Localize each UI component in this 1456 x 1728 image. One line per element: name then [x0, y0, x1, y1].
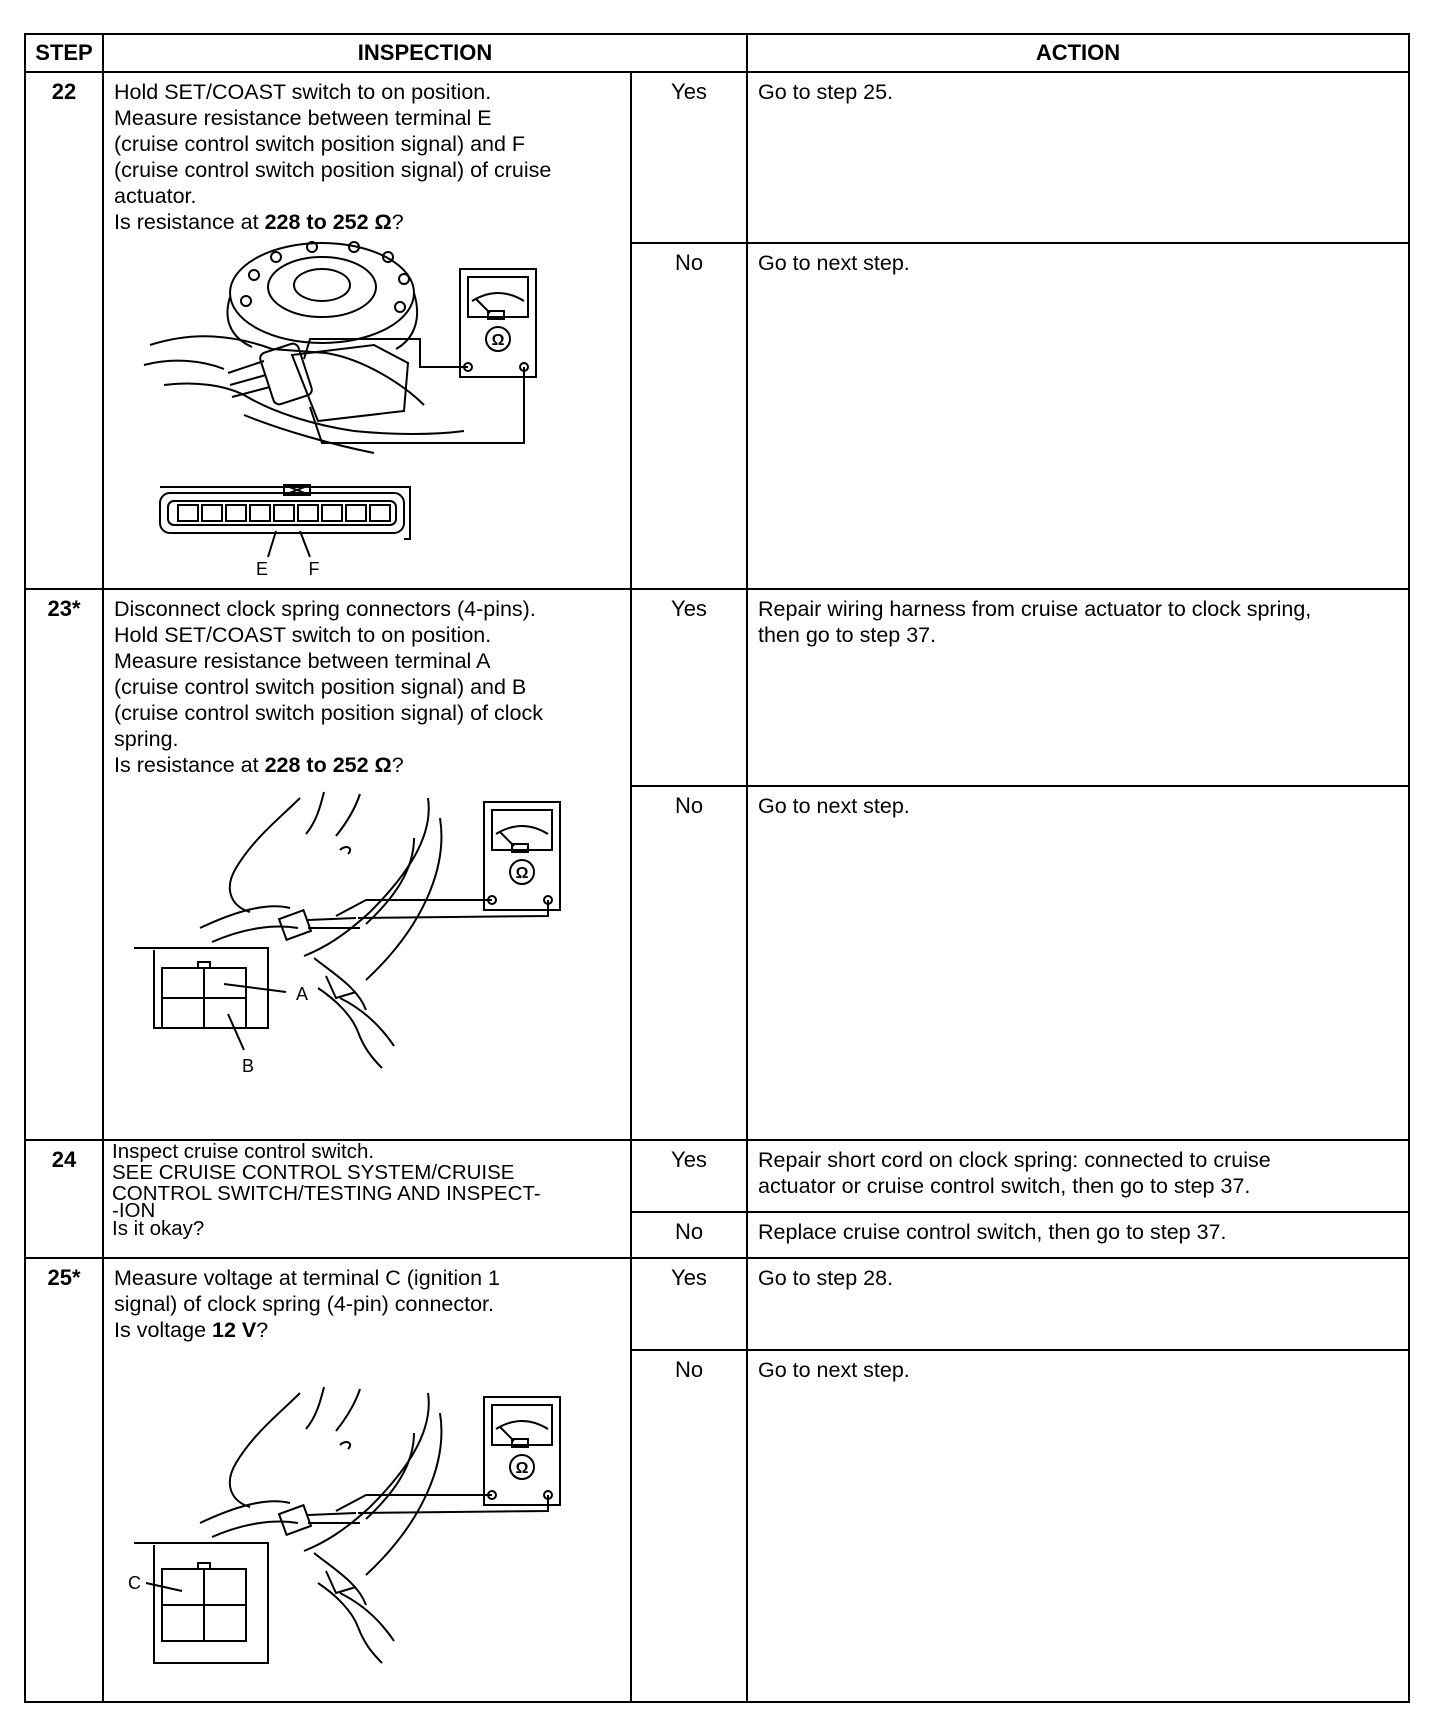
action-no: Go to next step. [747, 786, 1409, 1140]
inspection-line: signal) of clock spring (4-pin) connector. [114, 1292, 495, 1316]
action-yes: Repair wiring harness from cruise actuator to clock spring, then go to step 37. [747, 589, 1409, 786]
ohm-symbol: Ω [515, 865, 529, 882]
inspection-line: actuator. [114, 184, 197, 208]
table-row [25, 1258, 1409, 1350]
inspection-line: Is it okay? [112, 1217, 205, 1240]
inspection-line: Hold SET/COAST switch to on position. [114, 80, 492, 104]
inspection-question: Is resistance at 228 to 252 Ω? [114, 210, 404, 234]
inspection-cell-23 [103, 589, 631, 1140]
inspection-cell-22 [103, 72, 631, 589]
table-header-row [25, 34, 1409, 72]
inspection-line: Measure voltage at terminal C (ignition 1 [114, 1266, 500, 1290]
inspection-line: Measure resistance between terminal A [114, 649, 491, 673]
terminal-label: B [241, 1056, 255, 1076]
voltage-measurement-figure [104, 1343, 624, 1673]
inspection-line: spring. [114, 727, 179, 751]
terminal-label: F [308, 559, 320, 579]
inspection-question: Is voltage 12 V? [114, 1318, 269, 1342]
step-number-22: 22 [25, 72, 103, 589]
ohm-symbol: Ω [515, 1460, 529, 1477]
inspection-line: (cruise control switch position signal) of cruise [114, 158, 552, 182]
action-no: Replace cruise control switch, then go to step 37. [747, 1212, 1409, 1258]
ohm-symbol: Ω [491, 332, 505, 349]
inspection-line: -ION [112, 1199, 156, 1222]
inspection-cell-24 [103, 1140, 631, 1258]
action-yes: Go to step 25. [747, 72, 1409, 243]
inspection-line: (cruise control switch position signal) of clock [114, 701, 543, 725]
answer-no: No [631, 1212, 747, 1258]
inspection-line: Disconnect clock spring connectors (4-pins). [114, 597, 536, 621]
actuator-measurement-figure [104, 235, 624, 579]
answer-no: No [631, 1350, 747, 1702]
action-no: Go to next step. [747, 243, 1409, 589]
terminal-label: C [128, 1573, 141, 1593]
action-yes: Repair short cord on clock spring: connected to cruise actuator or cruise control switch, then go to step 37. [747, 1140, 1409, 1212]
terminal-label: A [296, 984, 309, 1004]
header-inspection: INSPECTION [103, 34, 747, 72]
inspection-question: Is resistance at 228 to 252 Ω? [114, 753, 404, 777]
step-number-23: 23* [25, 589, 103, 1140]
diagnostic-sheet [24, 33, 1408, 1712]
diagnostic-table [24, 33, 1410, 1703]
answer-yes: Yes [631, 1258, 747, 1350]
answer-yes: Yes [631, 72, 747, 243]
inspection-line: (cruise control switch position signal) and F [114, 132, 526, 156]
inspection-line: SEE CRUISE CONTROL SYSTEM/CRUISE [112, 1161, 515, 1184]
action-yes: Go to step 28. [747, 1258, 1409, 1350]
inspection-line: (cruise control switch position signal) and B [114, 675, 527, 699]
step-number-24: 24 [25, 1140, 103, 1258]
clock-spring-measurement-figure [104, 778, 624, 1108]
header-action: ACTION [747, 34, 1409, 72]
terminal-label: E [255, 559, 269, 579]
step-number-25: 25* [25, 1258, 103, 1702]
answer-yes: Yes [631, 589, 747, 786]
table-row [25, 589, 1409, 786]
answer-no: No [631, 786, 747, 1140]
answer-yes: Yes [631, 1140, 747, 1212]
inspection-line: Measure resistance between terminal E [114, 106, 492, 130]
table-row [25, 1140, 1409, 1212]
answer-no: No [631, 243, 747, 589]
inspection-line: Hold SET/COAST switch to on position. [114, 623, 492, 647]
inspection-cell-25 [103, 1258, 631, 1702]
inspection-line: Inspect cruise control switch. [112, 1140, 375, 1163]
action-no: Go to next step. [747, 1350, 1409, 1702]
table-row [25, 72, 1409, 243]
header-step: STEP [25, 34, 103, 72]
inspection-line: CONTROL SWITCH/TESTING AND INSPECT- [112, 1182, 541, 1205]
